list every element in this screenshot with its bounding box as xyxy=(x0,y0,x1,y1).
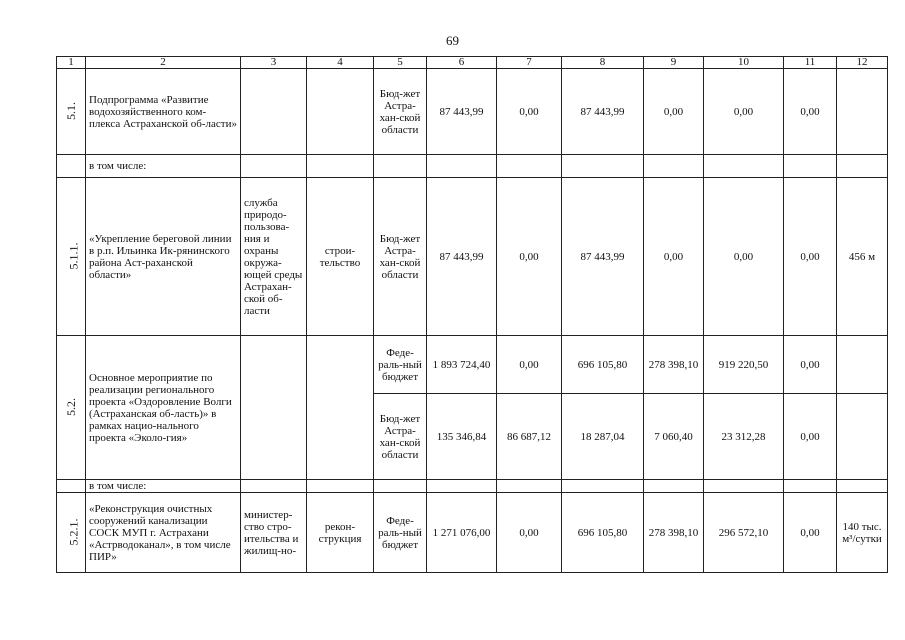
table-row xyxy=(57,480,888,493)
col-header: 1 xyxy=(57,57,86,69)
cell-value: 86 687,12 xyxy=(497,394,562,480)
cell-value xyxy=(837,336,888,394)
cell-value: 0,00 xyxy=(497,69,562,155)
header-row xyxy=(57,57,888,69)
row-name: Основное мероприятие по реализации регионального проекта «Оздоровление Волги (Астраханская об-ласть)» в рамках нацио-нального проекта «Эколо-гия» xyxy=(86,336,241,480)
cell-value: 0,00 xyxy=(497,178,562,336)
row-source: Бюд-жет Астра-хан-ской области xyxy=(374,394,427,480)
col-header: 10 xyxy=(704,57,784,69)
cell-value: 0,00 xyxy=(644,178,704,336)
row-source: Бюд-жет Астра-хан-ской области xyxy=(374,178,427,336)
table-row xyxy=(57,155,888,178)
cell-value: 0,00 xyxy=(497,336,562,394)
cell-value: 0,00 xyxy=(497,493,562,573)
col-header: 6 xyxy=(427,57,497,69)
cell-value: 0,00 xyxy=(784,336,837,394)
row-code: 5.2. xyxy=(57,336,86,480)
table-row xyxy=(57,493,888,573)
cell-value: 0,00 xyxy=(784,493,837,573)
row-name: «Укрепление береговой линии в р.п. Ильинка Ик-рянинского района Аст-раханской области» xyxy=(86,178,241,336)
cell-value: 87 443,99 xyxy=(562,69,644,155)
cell-value: 696 105,80 xyxy=(562,336,644,394)
row-executor: министер-ство стро-ительства и жилищ-но- xyxy=(241,493,307,573)
cell-value: 696 105,80 xyxy=(562,493,644,573)
cell-value: 278 398,10 xyxy=(644,336,704,394)
table-row xyxy=(57,178,888,336)
cell-value: 87 443,99 xyxy=(427,178,497,336)
cell-value: 140 тыс. м³/сутки xyxy=(837,493,888,573)
row-name: «Реконструкция очистных сооружений канализации СОСК МУП г. Астрахани «Астрводоканал», в том числе ПИР» xyxy=(86,493,241,573)
cell-value: 7 060,40 xyxy=(644,394,704,480)
cell-value: 18 287,04 xyxy=(562,394,644,480)
cell-value: 135 346,84 xyxy=(427,394,497,480)
row-executor: служба природо-пользова-ния и охраны окружа-ющей среды Астрахан-ской об-ласти xyxy=(241,178,307,336)
cell-value: 0,00 xyxy=(704,178,784,336)
col-header: 2 xyxy=(86,57,241,69)
col-header: 3 xyxy=(241,57,307,69)
row-type: строи-тельство xyxy=(307,178,374,336)
cell-value: 296 572,10 xyxy=(704,493,784,573)
cell-value xyxy=(837,69,888,155)
cell-value: 1 271 076,00 xyxy=(427,493,497,573)
cell-value: 1 893 724,40 xyxy=(427,336,497,394)
table-row xyxy=(57,336,888,394)
row-source: Феде-раль-ный бюджет xyxy=(374,493,427,573)
col-header: 7 xyxy=(497,57,562,69)
row-name: Подпрограмма «Развитие водохозяйственного ком-плекса Астраханской об-ласти» xyxy=(86,69,241,155)
table-row xyxy=(57,69,888,155)
page-number: 69 xyxy=(446,33,459,48)
row-code: 5.1.1. xyxy=(57,178,86,336)
cell-value: 0,00 xyxy=(784,69,837,155)
row-executor xyxy=(241,69,307,155)
row-executor xyxy=(241,336,307,480)
col-header: 11 xyxy=(784,57,837,69)
row-type xyxy=(307,336,374,480)
row-code: 5.2.1. xyxy=(57,493,86,573)
col-header: 8 xyxy=(562,57,644,69)
cell-value: 0,00 xyxy=(644,69,704,155)
cell-value: 0,00 xyxy=(704,69,784,155)
budget-table xyxy=(56,56,888,573)
cell-value: 87 443,99 xyxy=(427,69,497,155)
col-header: 12 xyxy=(837,57,888,69)
cell-value: 456 м xyxy=(837,178,888,336)
row-source: Бюд-жет Астра-хан-ской области xyxy=(374,69,427,155)
col-header: 9 xyxy=(644,57,704,69)
row-type: рекон-струкция xyxy=(307,493,374,573)
col-header: 5 xyxy=(374,57,427,69)
cell-value: 87 443,99 xyxy=(562,178,644,336)
cell-value: 0,00 xyxy=(784,178,837,336)
row-code: 5.1. xyxy=(57,69,86,155)
cell-value: 23 312,28 xyxy=(704,394,784,480)
subtotal-label: в том числе: xyxy=(86,155,241,178)
col-header: 4 xyxy=(307,57,374,69)
cell-value xyxy=(837,394,888,480)
cell-value: 278 398,10 xyxy=(644,493,704,573)
row-type xyxy=(307,69,374,155)
cell-value: 0,00 xyxy=(784,394,837,480)
subtotal-label: в том числе: xyxy=(86,480,241,493)
cell-value: 919 220,50 xyxy=(704,336,784,394)
row-source: Феде-раль-ный бюджет xyxy=(374,336,427,394)
